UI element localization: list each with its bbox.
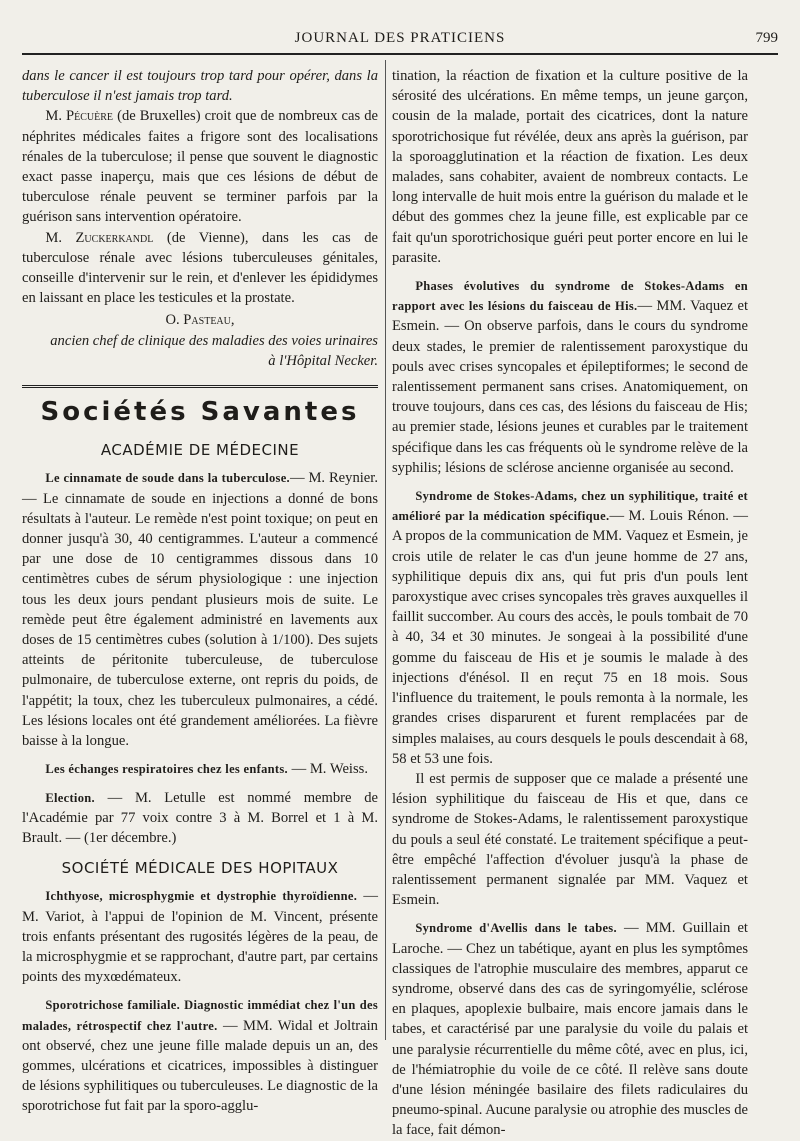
conclusion-paragraph: Il est permis de supposer que ce malade a présenté une lésion syphilitique du faisceau de His et que, dans ce syndrome de Stokes-Adams, le ralentissement paroxystique du pouls a seul été constaté. Le traitement spécifique a peut-être empêché l'affection d'évoluer jusqu'à la phase de ralentissement permanent signalée par MM. Vaquez et Esmein. (392, 770, 748, 909)
running-header (22, 30, 778, 52)
header-rule (22, 53, 778, 55)
author-title-line2: à l'Hôpital Necker. (268, 352, 378, 369)
section-rule (22, 385, 378, 388)
column-divider (385, 60, 386, 1040)
zuckerkandl-paragraph: M. Zuckerkandl (de Vienne), dans les cas de tuberculose rénale avec lésions tuberculeuses génitales, conseille d'intervenir sur le rein, et d'enlever les épididymes en laissant en place les testicules et la prostate. (22, 229, 379, 307)
academie-heading: ACADÉMIE DE MÉDECINE (100, 441, 300, 460)
ichthyose-entry: Ichthyose, microsphygmie et dystrophie thyroïdienne. — M. Variot, à l'appui de l'opinion de M. Vincent, présente trois enfants présentant des rugosités légères de la peau, de la microsphygmie et se rapprochant, d'autre part, par certains points des myxœdémateux. (22, 888, 378, 986)
avellis-entry: Syndrome d'Avellis dans le tabes. — MM. Guillain et Laroche. — Chez un tabétique, ayant en plus les symptômes classiques de l'atrophie musculaire des membres, apparut ce syndrome, observé dans des cas de syringomyélie, sclérose en plaques, apoplexie bulbaire, mais encore jamais dans le tabes, et caractérisé par une paralysie du voile du palais et une paralysie récurrentielle du même côté, avec en plus, ici, de l'hémiatrophie du voile de ce côté. Il relève sans doute d'une lésion méningée basilaire des filets radiculaires du pneumo-spinal. Aucune paralysie ou atrophie des muscles de la face, fait démon- (392, 920, 748, 1139)
societies-heading: Sociétés Savantes (40, 397, 360, 428)
pechere-paragraph: M. Pécuère (de Bruxelles) croit que de nombreux cas de néphrites médicales faites a frigore sont des localisations rénales de la tuberculose; il pense que souvent le diagnostic exact passe inaperçu, mais que ces lésions de début de tuberculose rénale peuvent se terminer parfois par la guérison sans intervention opératoire. (22, 108, 378, 226)
continued-paragraph: dans le cancer il est toujours trop tard pour opérer, dans la tuberculose il n'est jamais trop tard. (22, 68, 378, 105)
left-column (22, 66, 378, 1117)
right-column (392, 66, 748, 1141)
echanges-entry: Les échanges respiratoires chez les enfants. — M. Weiss. (45, 761, 368, 778)
page-number: 799 (755, 30, 778, 46)
election-entry: Election. — M. Letulle est nommé membre de l'Académie par 77 voix contre 3 à M. Borrel et 1 à M. Brault. — (1er décembre.) (22, 789, 378, 846)
journal-title: JOURNAL DES PRATICIENS (294, 30, 506, 46)
author-title-line1: ancien chef de clinique des maladies des voies urinaires (50, 332, 378, 349)
stokes-adams-syphilis-entry: Syndrome de Stokes-Adams, chez un syphilitique, traité et amélioré par la médication spécifique.— M. Louis Rénon. —A propos de la communication de MM. Vaquez et Esmein, je crois utile de relater le cas d'un jeune homme de 27 ans, syphilitique depuis dix ans, qui fut pris d'un pouls lent paroxystique avec crises syncopales très graves auxquelles il faillit succomber. Au cours des accès, le pouls tombait de 70 à 40, 34 et 30 minutes. Je songeai à la possibilité d'une gomme du faisceau de His et je soumis le malade à des injections d'énésol. Il en reçut 75 en 18 mois. Sous l'influence du traitement, le pouls remonta à la normale, les grandes crises disparurent et furent remplacées par de simples malaises, au cours desquels le pouls descendait à 68, 58 et 53 une fois. (392, 489, 748, 767)
stokes-adams-phases-entry: Phases évolutives du syndrome de Stokes-Adams en rapport avec les lésions du faisceau de His.— MM. Vaquez et Esmein. — On observe parfois, dans le cours du syndrome deux stades, le premier de ralentissement paroxystique du pouls avec crises syncopales et épileptiformes; le second de ralentissement permanent sans crises. Anatomiquement, on trouve toujours, dans ces cas, des lésions du faisceau de His; au premier stade, lésions jeunes et curables par le traitement spécifique dans les cas fréquents où le syndrome relève de la syphilis; lésions de sclérose ancienne organisée au second. (392, 279, 749, 476)
sporotrichose-continued: tination, la réaction de fixation et la culture positive de la sérosité des ulcérations. En même temps, un jeune garçon, cousin de la malade, portait des cicatrices, dont la nature sporotrichosique fut révélée, deux ans après la guérison, par la sporoagglutination et la réaction de fixation. Les deux malades, sans cohabiter, avaient de nombreux contacts. Le long intervalle de huit mois entre la guérison du malade et le début des gommes chez la jeune fille, est explicable par ce fait qu'un sporotrichosique guéri peut porter encore en lui le parasite. (392, 68, 748, 266)
cinnamate-entry: Le cinnamate de soude dans la tuberculose.— M. Reynier. — Le cinnamate de soude en injections a donné de bons résultats à l'auteur. Le remède n'est point toxique; on peut en donner jusqu'à 30, 40 centigrammes. L'auteur a commencé par une dose de 10 centigrammes dissous dans 10 centimètres cubes de sérum physiologique : une injection tous les deux jours pendant plusieurs mois de suite. Le remède peut être également administré en lavements aux doses de 15 centimètres cubes (solution à 1/100). Des sujets atteints de péritonite tuberculeuse, de tuberculose pulmonaire, de tuberculose externe, ont repris du poids, de l'appétit; la toux, chez les tuberculeux pulmonaires, a cédé. Les lésions locales ont été grandement améliorées. La fièvre baisse à la longue. (22, 470, 378, 750)
hopitaux-heading: SOCIÉTÉ MÉDICALE DES HOPITAUX (61, 859, 339, 878)
author-signature: O. Pasteau, (165, 312, 235, 329)
sporotrichose-entry: Sporotrichose familiale. Diagnostic immédiat chez l'un des malades, rétrospectif chez l'autre. — MM. Widal et Joltrain ont observé, chez une jeune fille malade depuis un an, des gommes, ulcérations et cicatrices, impossibles à distinguer de lésions syphilitiques ou tuberculeuses. Le diagnostic de la sporotrichose fut fait par la sporo-agglu- (22, 998, 378, 1115)
